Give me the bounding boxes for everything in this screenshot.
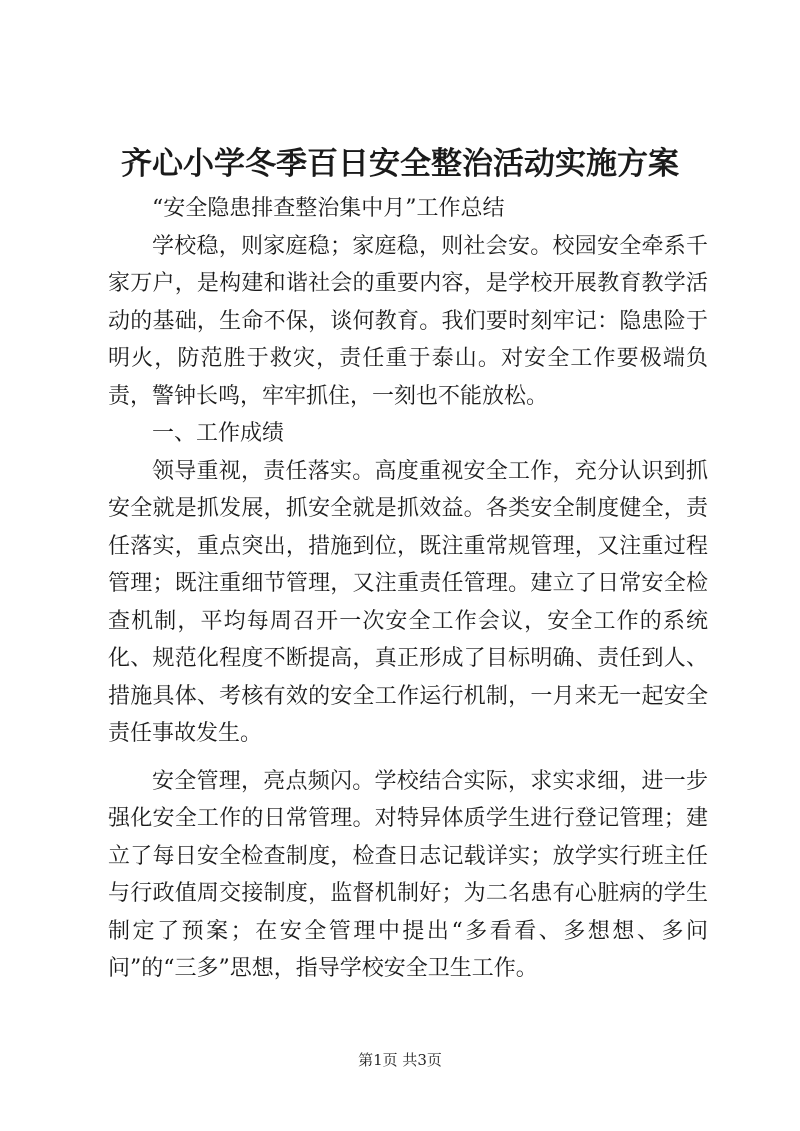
achievement-paragraph-1: 领导重视，责任落实。高度重视安全工作，充分认识到抓安全就是抓发展，抓安全就是抓效益。各类安全制度健全，责任落实，重点突出，措施到位，既注重常规管理，又注重过程管理；既注重细节管理，又注重责任管理。建立了日常安全检查机制，平均每周召开一次安全工作会议，安全工作的系统化、规范化程度不断提高，真正形成了目标明确、责任到人、措施具体、考核有效的安全工作运行机制，一月来无一起安全责任事故发生。: [108, 458, 708, 746]
page-number-footer: 第1页 共3页: [358, 1051, 442, 1069]
document-title: 齐心小学冬季百日安全整治活动实施方案: [121, 146, 679, 182]
subtitle-paragraph: “安全隐患排查整治集中月”工作总结: [152, 196, 505, 221]
intro-paragraph: 学校稳，则家庭稳；家庭稳，则社会安。校园安全牵系千家万户，是构建和谐社会的重要内容，是学校开展教育教学活动的基础，生命不保，谈何教育。我们要时刻牢记：隐患险于明火，防范胜于救灾，责任重于泰山。对安全工作要极端负责，警钟长鸣，牢牢抓住，一刻也不能放松。: [108, 233, 708, 409]
section-heading: 一、工作成绩: [152, 421, 285, 446]
achievement-paragraph-2: 安全管理，亮点频闪。学校结合实际，求实求细，进一步强化安全工作的日常管理。对特异体质学生进行登记管理；建立了每日安全检查制度，检查日志记载详实；放学实行班主任与行政值周交接制度，监督机制好；为二名患有心脏病的学生制定了预案；在安全管理中提出“多看看、多想想、多问问”的“三多”思想，指导学校安全卫生工作。: [108, 768, 708, 981]
document-body: [108, 190, 708, 988]
